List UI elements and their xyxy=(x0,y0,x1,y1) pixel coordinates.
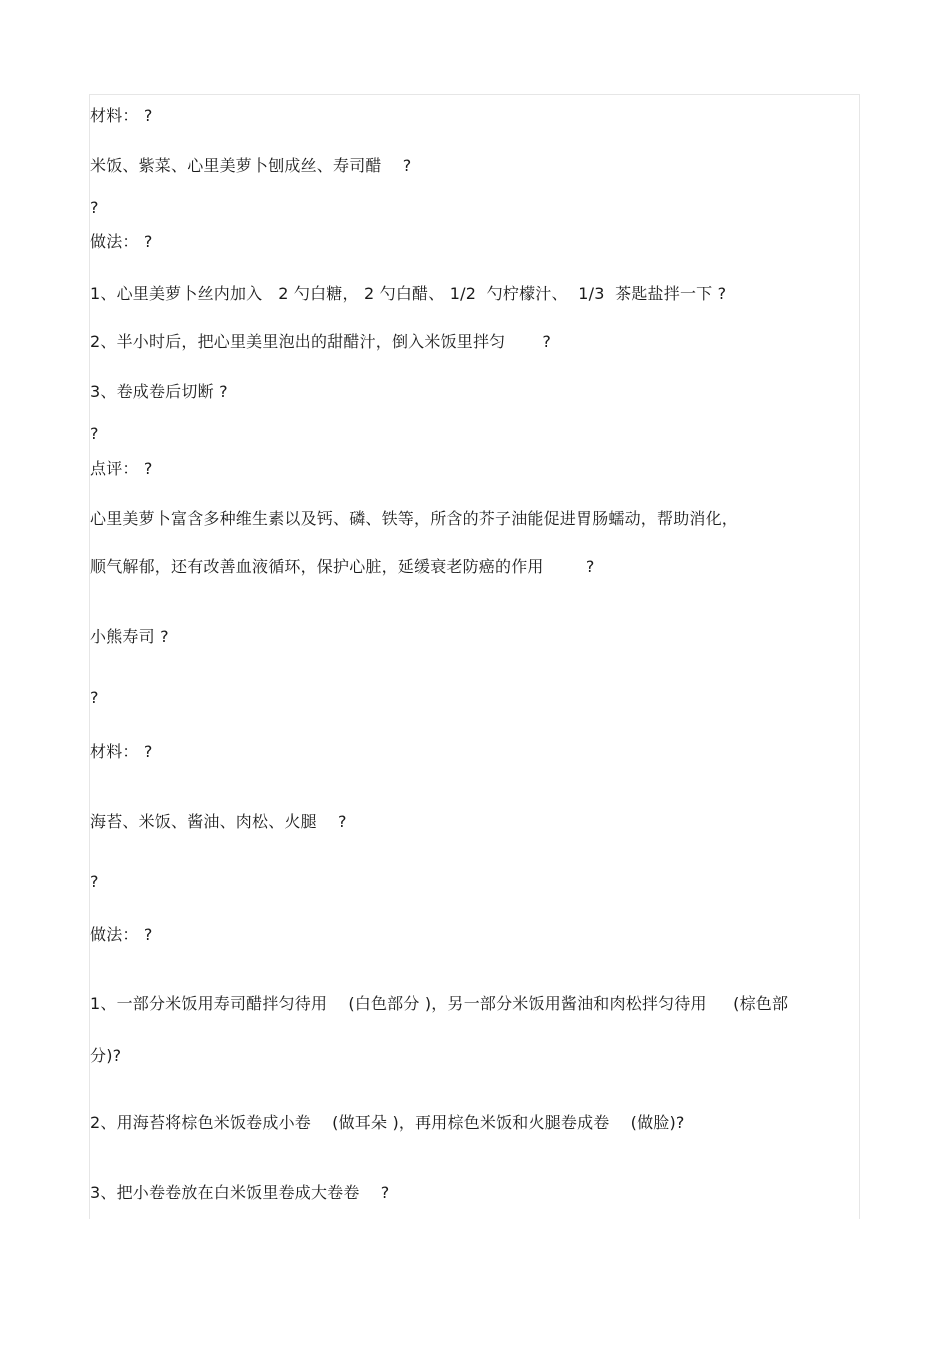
review-text-line-2: 顺气解郁，还有改善血液循环，保护心脏，延缓衰老防癌的作用 ? xyxy=(90,557,595,576)
blank-line: ? xyxy=(90,198,99,217)
method-step-3: 3、卷成卷后切断 ? xyxy=(90,382,228,401)
method-step-1: 1、心里美萝卜丝内加入 2 勺白糖， 2 勺白醋、 1/2 勺柠檬汁、 1/3 茶匙盐拌一下 ? xyxy=(90,284,727,303)
materials-heading-2: 材料： ? xyxy=(90,742,153,761)
materials-list-2: 海苔、米饭、酱油、肉松、火腿 ? xyxy=(90,812,347,831)
page-frame xyxy=(89,94,860,1219)
review-heading: 点评： ? xyxy=(90,459,153,478)
materials-heading-1: 材料： ? xyxy=(90,106,153,125)
bear-step-3: 3、把小卷卷放在白米饭里卷成大卷卷 ? xyxy=(90,1183,390,1202)
blank-line: ? xyxy=(90,872,99,891)
bear-step-1-line-2: 分)? xyxy=(90,1046,122,1065)
method-heading-1: 做法： ? xyxy=(90,232,153,251)
bear-step-2: 2、用海苔将棕色米饭卷成小卷 (做耳朵 )，再用棕色米饭和火腿卷成卷 (做脸)? xyxy=(90,1113,685,1132)
bear-step-1-line-1: 1、一部分米饭用寿司醋拌匀待用 (白色部分 )，另一部分米饭用酱油和肉松拌匀待用 (棕色部 xyxy=(90,994,789,1013)
review-text-line-1: 心里美萝卜富含多种维生素以及钙、磷、铁等，所含的芥子油能促进胃肠蠕动，帮助消化， xyxy=(90,509,739,528)
recipe-title: 小熊寿司 ? xyxy=(90,627,169,646)
method-step-2: 2、半小时后，把心里美里泡出的甜醋汁，倒入米饭里拌匀 ? xyxy=(90,332,552,351)
method-heading-2: 做法： ? xyxy=(90,925,153,944)
blank-line: ? xyxy=(90,688,99,707)
materials-list-1: 米饭、紫菜、心里美萝卜刨成丝、寿司醋 ? xyxy=(90,156,412,175)
blank-line: ? xyxy=(90,424,99,443)
